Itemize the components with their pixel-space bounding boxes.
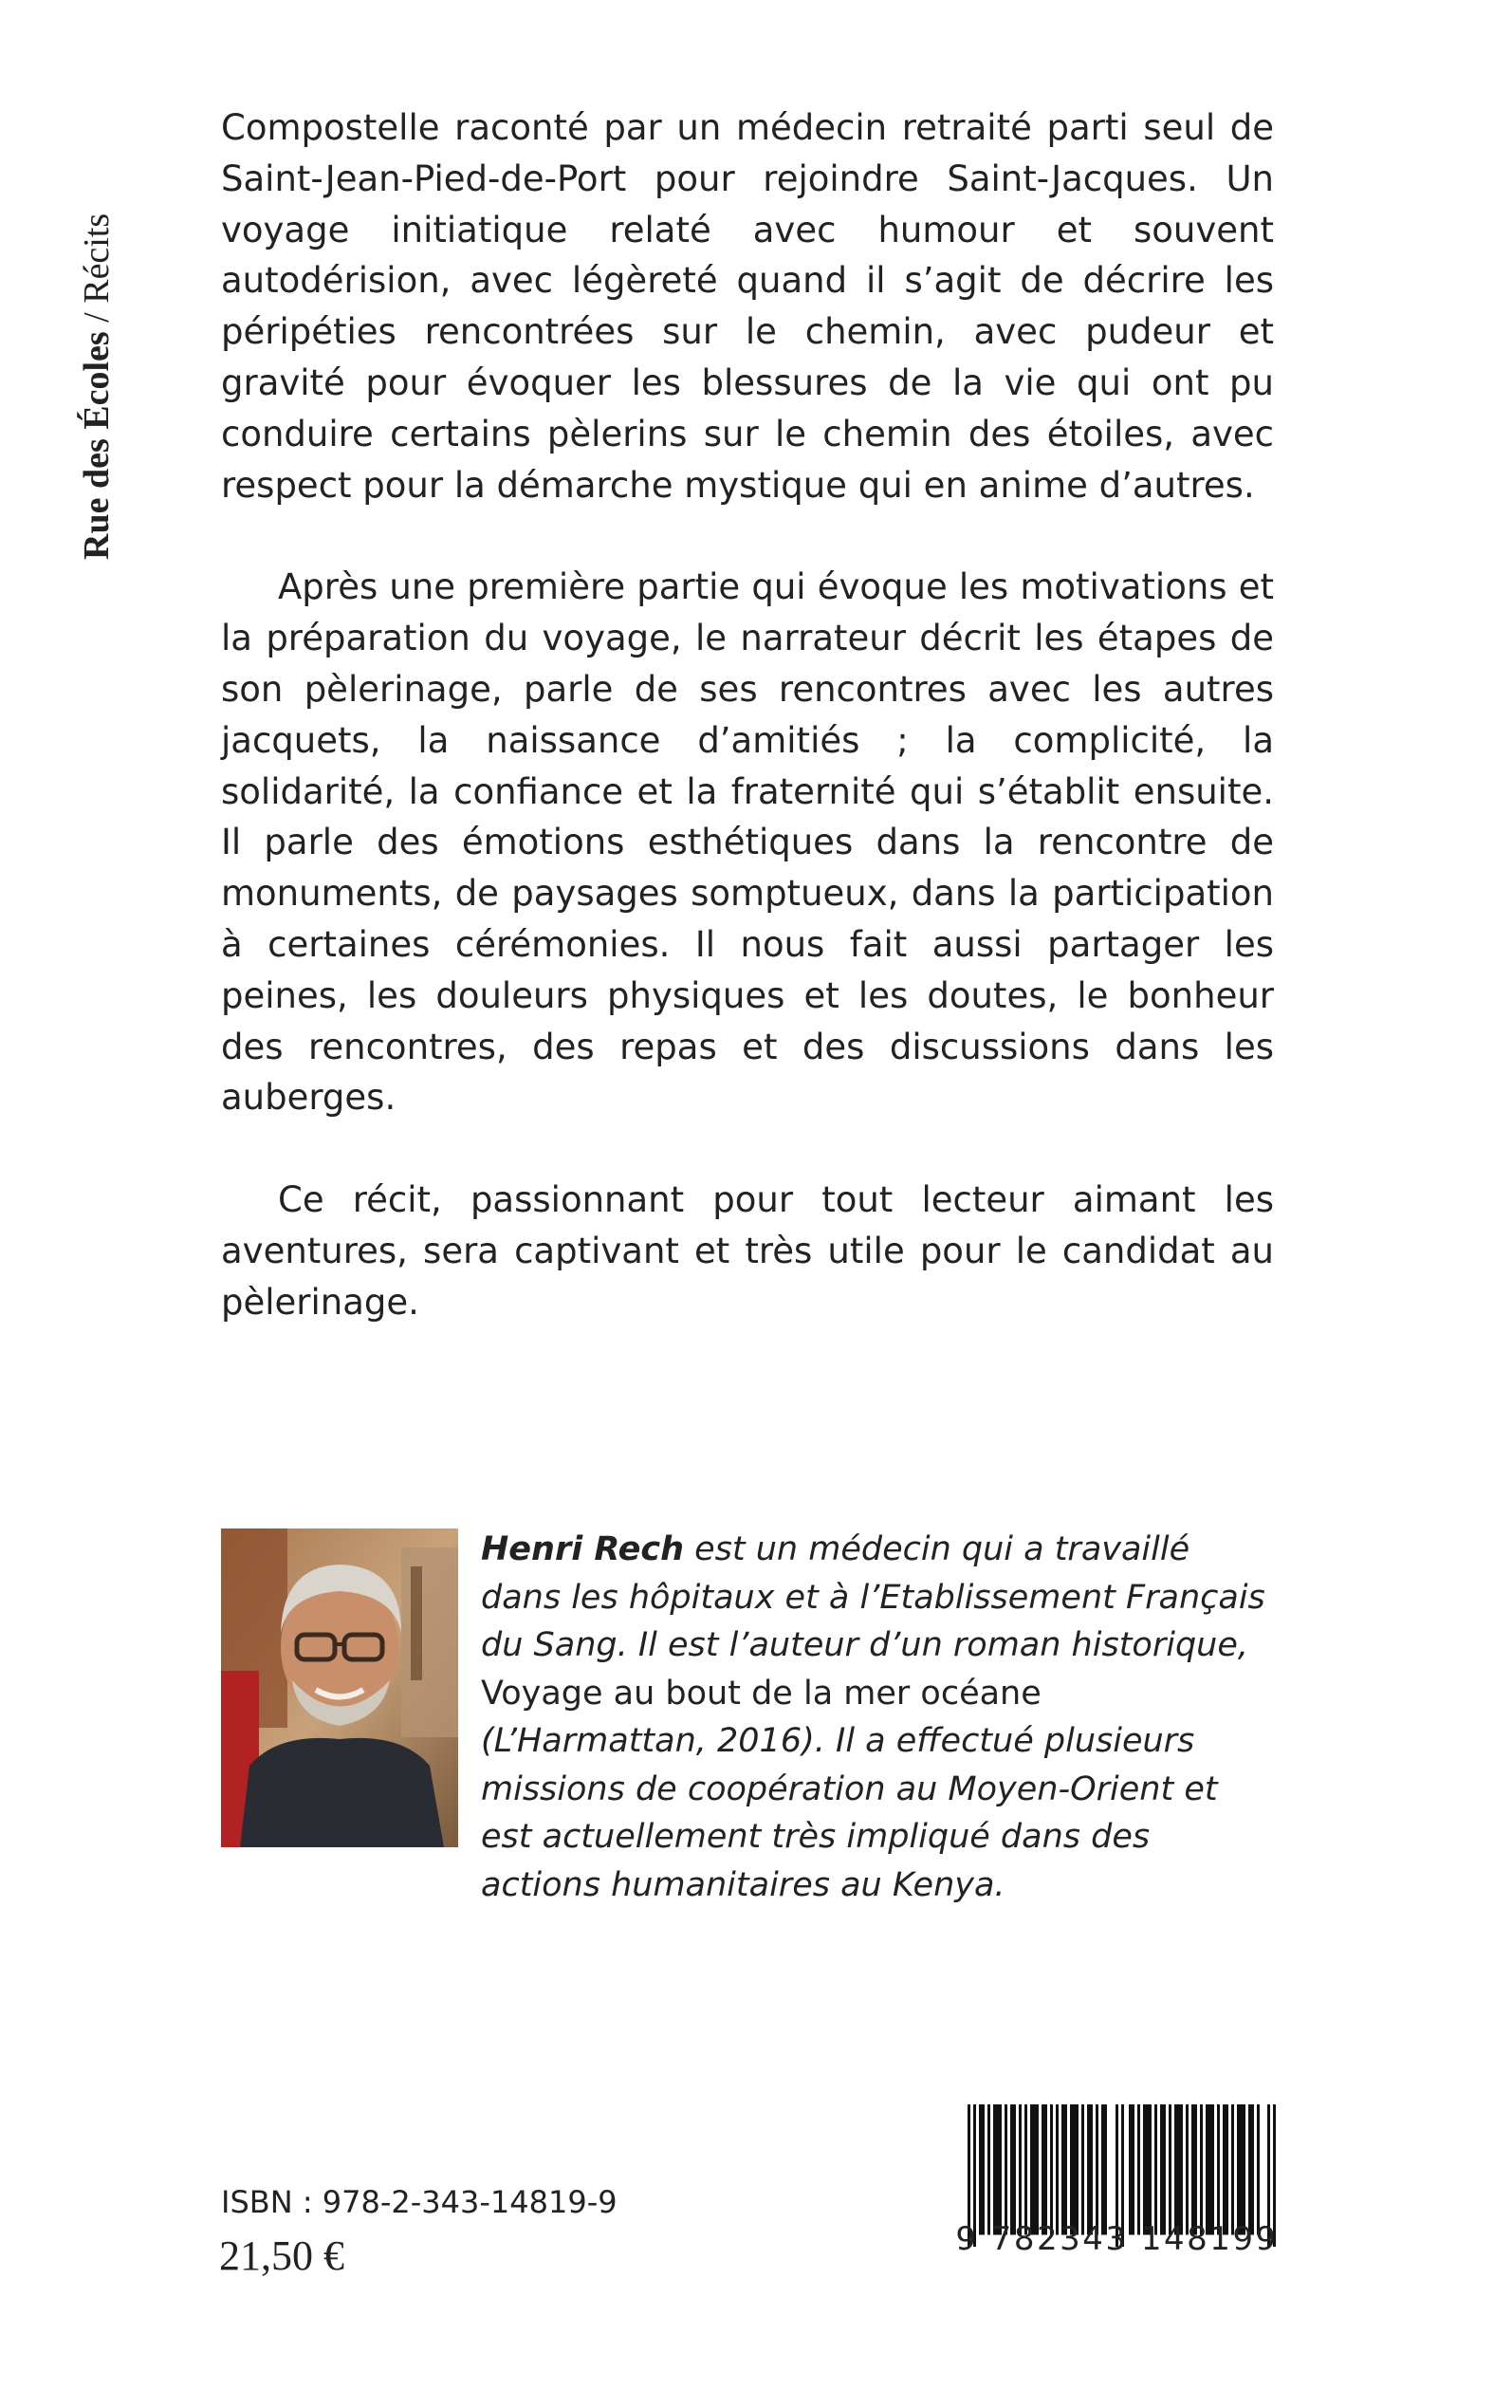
isbn: ISBN : 978-2-343-14819-9 bbox=[221, 2184, 618, 2220]
author-bio bbox=[481, 1526, 1276, 1909]
author-bio-text-2: (L’Harmattan, 2016). Il a effectué plusieurs missions de coopération au Moyen-Orient et est actuellement très impliqué dans des actions humanitaires au Kenya. bbox=[481, 1722, 1218, 1904]
author-photo bbox=[221, 1528, 458, 1847]
blurb-paragraph-2: Après une première partie qui évoque les motivations et la préparation du voyage, le narrateur décrit les étapes de son pèlerinage, parle de ses rencontres avec les autres jacquets, la naissance d’amitiés ; la complicité, la solidarité, la confiance et la fraternité qui s’établit ensuite. Il parle des émotions esthétiques dans la rencontre de monuments, de paysages somptueux, dans la participation à certaines cérémonies. Il nous fait aussi partager les peines, les douleurs physiques et les doutes, le bonheur des rencontres, des repas et des discussions dans les auberges. bbox=[221, 566, 1274, 1119]
price: 21,50 € bbox=[219, 2232, 344, 2279]
blurb bbox=[221, 102, 1274, 1328]
spine-separator: / bbox=[77, 312, 117, 323]
series-name: Rue des Écoles bbox=[77, 331, 117, 560]
blurb-paragraph-3: Ce récit, passionnant pour tout lecteur aimant les aventures, sera captivant et très utile pour le candidat au pèlerinage. bbox=[221, 1179, 1274, 1323]
spine-title bbox=[76, 213, 118, 560]
author-name: Henri Rech bbox=[481, 1530, 684, 1568]
author-bio-text-1: est un médecin qui a travaillé dans les hôpitaux et à l’Etablissement Français du Sang. Il est l’auteur d’un roman historique, bbox=[481, 1530, 1265, 1664]
blurb-paragraph-1: Compostelle raconté par un médecin retraité parti seul de Saint-Jean-Pied-de-Port pour rejoindre Saint-Jacques. Un voyage initiatique relaté avec humour et souvent autodérision, avec légèreté quand il s’agit de décrire les péripéties rencontrées sur le chemin, avec pudeur et gravité pour évoquer les blessures de la vie qui ont pu conduire certains pèlerins sur le chemin des étoiles, avec respect pour la démarche mystique qui en anime d’autres. bbox=[221, 107, 1274, 506]
barcode-digits: 9 782343 148199 bbox=[955, 2220, 1279, 2258]
genre-label: Récits bbox=[77, 213, 117, 304]
book-title: Voyage au bout de la mer océane bbox=[481, 1674, 1042, 1713]
